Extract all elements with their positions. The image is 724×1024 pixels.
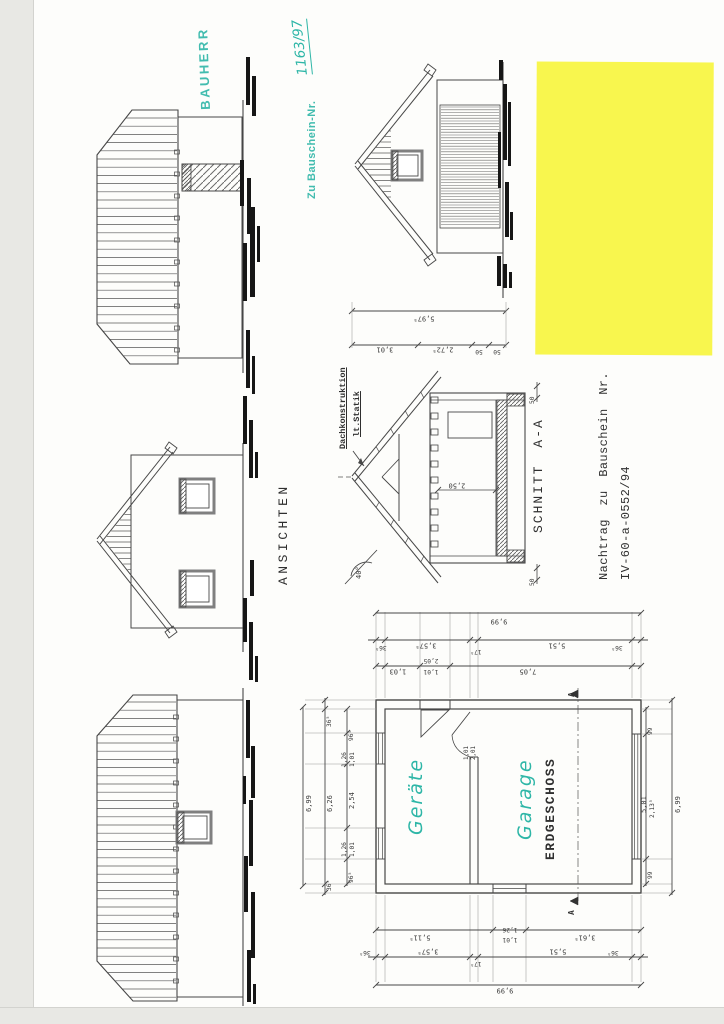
dim-label: A (567, 910, 576, 915)
dim-label: 1,01 (349, 842, 356, 857)
label-lt-statik: lt.Statik (352, 391, 362, 437)
dim-label: 9,99 (490, 617, 508, 626)
stamp-bauschein-label: Zu Bauschein-Nr. (306, 100, 318, 199)
dim-label: 5,11⁵ (409, 933, 431, 942)
label-nachtrag-line1: Nachtrag zu Bauschein Nr. (597, 371, 611, 580)
dim-label: 36⁵ (611, 644, 623, 652)
handwritten-bauschein-number: 1163/97 (289, 18, 311, 77)
dim-label: 9,99 (496, 986, 514, 995)
room-label-geraete: Geräte (405, 757, 427, 835)
dim-label: 50 (529, 578, 536, 586)
dim-label: 2,54 (348, 792, 356, 809)
dim-label: 2,50 (448, 481, 466, 490)
dim-label: 2,72⁵ (432, 345, 454, 354)
dim-label: 1,03 (389, 667, 407, 676)
dim-label: 1,26 (502, 926, 518, 934)
dim-label: 50 (475, 348, 483, 356)
dim-label: 3,57⁵ (415, 641, 437, 650)
dim-label: 5,97⁵ (413, 314, 435, 323)
dim-label: 1,01 (349, 752, 356, 767)
dim-label: 50 (529, 396, 536, 404)
dim-label: 6,99 (305, 795, 313, 812)
room-label-garage: Garage (514, 758, 536, 840)
dim-label: 96⁵ (348, 729, 355, 741)
dim-label: 1,26 (341, 842, 348, 857)
label-nachtrag-line2: IV-60-a-0552/94 (619, 465, 633, 580)
dim-label: 5,51 (549, 947, 567, 956)
label-dachkonstruktion: Dachkonstruktion (338, 367, 348, 449)
dim-label: 7,05 (519, 667, 537, 676)
dim-label: 36⁵ (326, 715, 333, 727)
dim-label: 1,01 (464, 746, 470, 760)
dim-label: 36⁵ (607, 949, 619, 957)
dim-label: 5,01 (640, 796, 648, 813)
dim-label: 1,26 (341, 752, 348, 767)
dim-label: 17⁵ (470, 960, 482, 968)
dim-label: 6,26 (326, 795, 334, 812)
stamp-bauherr: BAUHERR (195, 27, 213, 111)
dim-label: 17⁵ (470, 648, 482, 656)
dim-label: 1,01 (502, 936, 518, 944)
dim-label: 36⁵ (375, 644, 387, 652)
label-ansichten: ANSICHTEN (276, 483, 291, 585)
dim-label: 2,13⁵ (649, 799, 656, 818)
dim-label: 96⁵ (348, 871, 355, 883)
dim-label: 99 (647, 727, 654, 735)
label-erdgeschoss: ERDGESCHOSS (543, 757, 558, 860)
dim-label: 36⁵ (359, 949, 371, 957)
sticky-note (535, 62, 714, 356)
dim-label: 3,61⁵ (574, 933, 596, 942)
dim-label: 6,99 (674, 796, 682, 813)
dim-label: 99 (647, 871, 654, 879)
dim-label: 2,01 (471, 746, 477, 760)
dim-label: 40° (355, 566, 363, 579)
dim-label: 36⁵ (326, 879, 333, 891)
dim-label: 3,01 (376, 345, 394, 354)
dim-label: A (567, 692, 576, 697)
label-schnitt-a-a: SCHNITT A-A (531, 418, 546, 533)
dim-label: 1,01 (423, 668, 439, 676)
dim-label: 2,05 (423, 657, 439, 665)
dim-label: 3,57⁵ (417, 947, 439, 956)
dim-label: 50 (493, 348, 501, 356)
dim-label: 5,51 (548, 641, 566, 650)
